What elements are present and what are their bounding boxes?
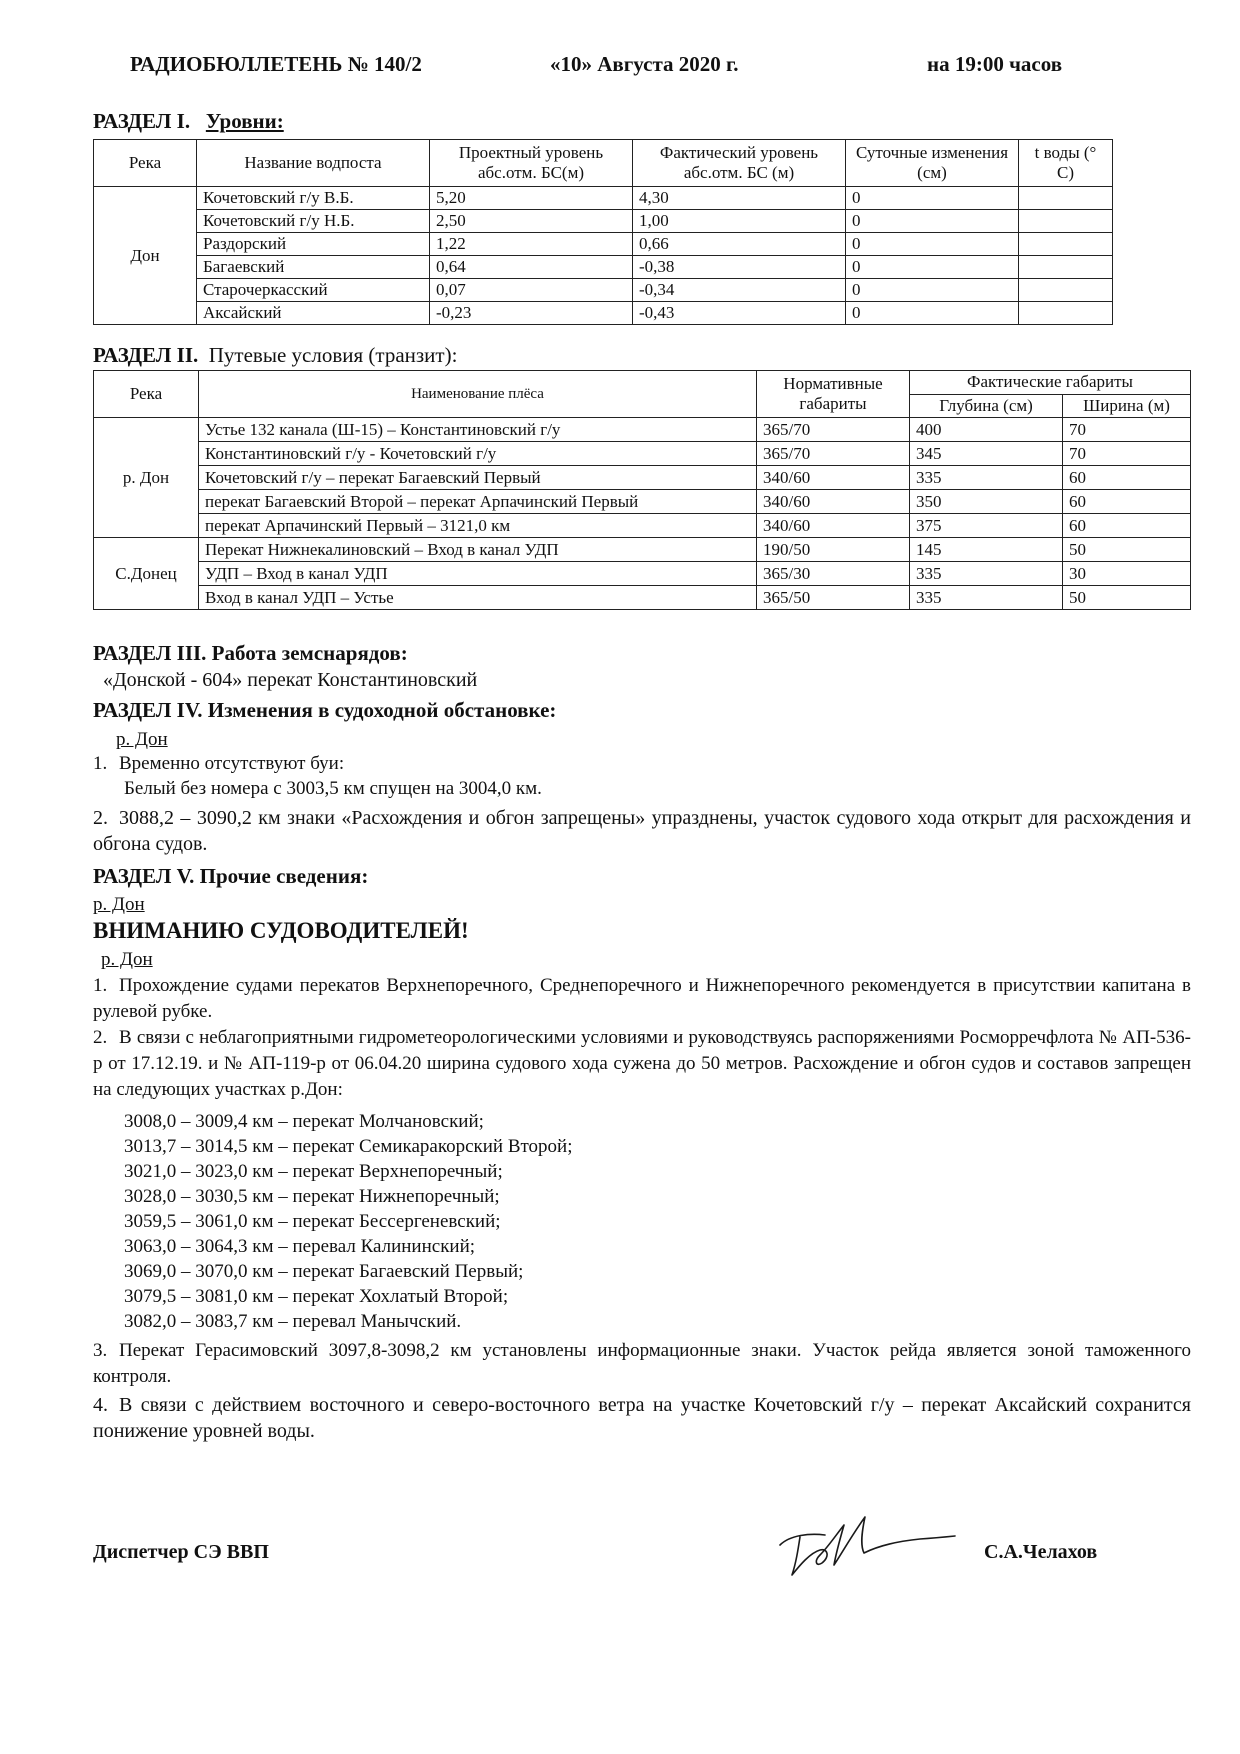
table-row bbox=[94, 466, 1191, 490]
norm-dimensions: 340/60 bbox=[757, 466, 910, 490]
item-number: 2. bbox=[93, 807, 108, 829]
levels-table bbox=[93, 139, 1113, 325]
dredger-info: «Донской - 604» перекат Константиновский bbox=[103, 669, 478, 691]
actual-width: 60 bbox=[1063, 466, 1191, 490]
item-text: В связи с действием восточного и северо-восточного ветра на участке Кочетовский г/у – перекат Аксайский сохранится понижение уровней воды. bbox=[93, 1394, 1191, 1442]
table-row bbox=[94, 514, 1191, 538]
norm-dimensions: 365/70 bbox=[757, 418, 910, 442]
actual-depth: 375 bbox=[910, 514, 1063, 538]
post-name: Кочетовский г/у В.Б. bbox=[197, 187, 430, 210]
col-width: Ширина (м) bbox=[1063, 394, 1191, 418]
table-row bbox=[94, 256, 1113, 279]
section4-item1-text: Белый без номера с 3003,5 км спущен на 3004,0 км. bbox=[124, 778, 542, 799]
project-level: -0,23 bbox=[430, 302, 633, 325]
table-row bbox=[94, 562, 1191, 586]
reach-name: Перекат Нижнекалиновский – Вход в канал УДП bbox=[199, 538, 757, 562]
table-row bbox=[94, 210, 1113, 233]
reach-name: Вход в канал УДП – Устье bbox=[199, 586, 757, 610]
post-name: Раздорский bbox=[197, 233, 430, 256]
col-actual-level: Фактический уровень абс.отм. БС (м) bbox=[633, 140, 846, 187]
actual-width: 60 bbox=[1063, 490, 1191, 514]
actual-width: 70 bbox=[1063, 418, 1191, 442]
attention-river: р. Дон bbox=[101, 949, 153, 970]
daily-change: 0 bbox=[846, 210, 1019, 233]
km-section: 3059,5 – 3061,0 км – перекат Бессергеневский; bbox=[124, 1211, 501, 1232]
actual-level: 4,30 bbox=[633, 187, 846, 210]
table-row bbox=[94, 233, 1113, 256]
reach-name: УДП – Вход в канал УДП bbox=[199, 562, 757, 586]
table-row bbox=[94, 187, 1113, 210]
table-row bbox=[94, 490, 1191, 514]
reach-name: перекат Багаевский Второй – перекат Арпачинский Первый bbox=[199, 490, 757, 514]
post-name: Багаевский bbox=[197, 256, 430, 279]
km-section: 3079,5 – 3081,0 км – перекат Хохлатый Второй; bbox=[124, 1286, 509, 1307]
signer-name: С.А.Челахов bbox=[984, 1541, 1098, 1563]
km-section: 3069,0 – 3070,0 км – перекат Багаевский Первый; bbox=[124, 1261, 524, 1282]
norm-dimensions: 365/30 bbox=[757, 562, 910, 586]
km-section: 3028,0 – 3030,5 км – перекат Нижнепоречный; bbox=[124, 1186, 500, 1207]
daily-change: 0 bbox=[846, 279, 1019, 302]
table-row bbox=[94, 586, 1191, 610]
actual-depth: 145 bbox=[910, 538, 1063, 562]
signer-role: Диспетчер СЭ ВВП bbox=[93, 1541, 269, 1563]
col-water-temp: t воды (° С) bbox=[1019, 140, 1113, 187]
river-cell: р. Дон bbox=[94, 418, 199, 538]
daily-change: 0 bbox=[846, 187, 1019, 210]
item-number: 2. bbox=[93, 1027, 108, 1048]
section1-heading bbox=[93, 109, 284, 134]
project-level: 1,22 bbox=[430, 233, 633, 256]
km-section: 3008,0 – 3009,4 км – перекат Молчановский; bbox=[124, 1111, 484, 1132]
bulletin-date: «10» Августа 2020 г. bbox=[550, 52, 739, 76]
col-post-name: Название водпоста bbox=[197, 140, 430, 187]
actual-depth: 400 bbox=[910, 418, 1063, 442]
post-name: Старочеркасский bbox=[197, 279, 430, 302]
col-river: Река bbox=[94, 371, 199, 418]
water-temp bbox=[1019, 233, 1113, 256]
section5-heading-text: РАЗДЕЛ V. Прочие сведения: bbox=[93, 864, 369, 888]
river-cell: Дон bbox=[94, 187, 197, 325]
actual-depth: 335 bbox=[910, 562, 1063, 586]
water-temp bbox=[1019, 187, 1113, 210]
daily-change: 0 bbox=[846, 233, 1019, 256]
col-river: Река bbox=[94, 140, 197, 187]
actual-depth: 345 bbox=[910, 442, 1063, 466]
item-text: В связи с неблагоприятными гидрометеорологическими условиями и руководствуясь распоряжениями Росморречфлота № АП-536-р от 17.12.19. и № АП-119-р от 06.04.20 ширина судового хода сужена до 50 метров. Расхождение и обгон судов и составов запрещен на следующих участках р.Дон: bbox=[93, 1027, 1191, 1100]
col-norm: Нормативные габариты bbox=[757, 371, 910, 418]
section1-heading-num: РАЗДЕЛ I. bbox=[93, 109, 191, 133]
col-daily-change: Суточные изменения (см) bbox=[846, 140, 1019, 187]
section4-heading-text: РАЗДЕЛ IV. Изменения в судоходной обстановке: bbox=[93, 698, 557, 722]
section2-heading-text: Путевые условия (транзит): bbox=[208, 343, 458, 367]
actual-width: 50 bbox=[1063, 586, 1191, 610]
actual-width: 60 bbox=[1063, 514, 1191, 538]
reach-name: перекат Арпачинский Первый – 3121,0 км bbox=[199, 514, 757, 538]
section2-heading bbox=[93, 343, 457, 368]
section4-item1-title bbox=[93, 753, 344, 775]
water-temp bbox=[1019, 256, 1113, 279]
item-title: Временно отсутствуют буи: bbox=[119, 753, 345, 774]
daily-change: 0 bbox=[846, 256, 1019, 279]
col-project-level: Проектный уровень абс.отм. БС(м) bbox=[430, 140, 633, 187]
table-row bbox=[94, 279, 1113, 302]
item-number: 3. bbox=[93, 1340, 108, 1361]
norm-dimensions: 340/60 bbox=[757, 514, 910, 538]
section5-heading bbox=[93, 864, 368, 889]
attention-heading bbox=[93, 918, 469, 944]
section1-heading-text: Уровни: bbox=[205, 109, 284, 133]
actual-level: 1,00 bbox=[633, 210, 846, 233]
actual-width: 50 bbox=[1063, 538, 1191, 562]
water-temp bbox=[1019, 279, 1113, 302]
section3-heading bbox=[93, 641, 408, 666]
item-number: 4. bbox=[93, 1394, 108, 1416]
col-depth: Глубина (см) bbox=[910, 394, 1063, 418]
actual-depth: 335 bbox=[910, 586, 1063, 610]
water-temp bbox=[1019, 210, 1113, 233]
table-row bbox=[94, 302, 1113, 325]
norm-dimensions: 190/50 bbox=[757, 538, 910, 562]
actual-level: -0,34 bbox=[633, 279, 846, 302]
table-row bbox=[94, 538, 1191, 562]
item-number: 1. bbox=[93, 753, 108, 774]
project-level: 0,64 bbox=[430, 256, 633, 279]
col-actual-dimensions: Фактические габариты bbox=[910, 371, 1191, 395]
bulletin-time: на 19:00 часов bbox=[927, 52, 1063, 76]
table-row bbox=[94, 418, 1191, 442]
actual-depth: 335 bbox=[910, 466, 1063, 490]
project-level: 5,20 bbox=[430, 187, 633, 210]
section3-heading-text: РАЗДЕЛ III. Работа земснарядов: bbox=[93, 641, 408, 665]
norm-dimensions: 365/50 bbox=[757, 586, 910, 610]
bulletin-title: РАДИОБЮЛЛЕТЕНЬ № 140/2 bbox=[130, 52, 422, 76]
km-section: 3063,0 – 3064,3 км – перевал Калининский; bbox=[124, 1236, 476, 1257]
project-level: 0,07 bbox=[430, 279, 633, 302]
actual-level: -0,38 bbox=[633, 256, 846, 279]
item-text: Перекат Герасимовский 3097,8-3098,2 км установлены информационные знаки. Участок рейда является зоной таможенного контроля. bbox=[93, 1340, 1191, 1387]
km-section: 3013,7 – 3014,5 км – перекат Семикаракорский Второй; bbox=[124, 1136, 573, 1157]
route-header-row bbox=[94, 371, 1191, 395]
levels-header-row bbox=[94, 140, 1113, 187]
actual-width: 70 bbox=[1063, 442, 1191, 466]
route-conditions-table bbox=[93, 370, 1191, 610]
section5-river: р. Дон bbox=[93, 894, 145, 915]
post-name: Кочетовский г/у Н.Б. bbox=[197, 210, 430, 233]
norm-dimensions: 365/70 bbox=[757, 442, 910, 466]
project-level: 2,50 bbox=[430, 210, 633, 233]
item-text: Прохождение судами перекатов Верхнепоречного, Среднепоречного и Нижнепоречного рекомендуется в присутствии капитана в рулевой рубке. bbox=[93, 975, 1191, 1022]
col-reach: Наименование плёса bbox=[199, 371, 757, 418]
actual-width: 30 bbox=[1063, 562, 1191, 586]
section4-river: р. Дон bbox=[116, 729, 168, 750]
table-row bbox=[94, 442, 1191, 466]
km-section: 3021,0 – 3023,0 км – перекат Верхнепоречный; bbox=[124, 1161, 503, 1182]
bulletin-header bbox=[130, 52, 1130, 82]
attention-heading-text: ВНИМАНИЮ СУДОВОДИТЕЛЕЙ! bbox=[93, 918, 469, 943]
daily-change: 0 bbox=[846, 302, 1019, 325]
reach-name: Устье 132 канала (Ш-15) – Константиновский г/у bbox=[199, 418, 757, 442]
norm-dimensions: 340/60 bbox=[757, 490, 910, 514]
attention-item4 bbox=[93, 1392, 1191, 1444]
item-number: 1. bbox=[93, 975, 108, 996]
water-temp bbox=[1019, 302, 1113, 325]
attention-item2 bbox=[93, 1025, 1191, 1103]
reach-name: Константиновский г/у - Кочетовский г/у bbox=[199, 442, 757, 466]
km-section: 3082,0 – 3083,7 км – перевал Манычский. bbox=[124, 1311, 462, 1332]
section4-heading bbox=[93, 698, 556, 723]
actual-depth: 350 bbox=[910, 490, 1063, 514]
reach-name: Кочетовский г/у – перекат Багаевский Первый bbox=[199, 466, 757, 490]
river-cell: С.Донец bbox=[94, 538, 199, 610]
item-text: 3088,2 – 3090,2 км знаки «Расхождения и обгон запрещены» упразднены, участок судового хода открыт для расхождения и обгона судов. bbox=[93, 807, 1191, 855]
attention-item3 bbox=[93, 1338, 1191, 1390]
actual-level: -0,43 bbox=[633, 302, 846, 325]
handwritten-signature bbox=[770, 1505, 960, 1585]
section4-item2 bbox=[93, 805, 1191, 857]
post-name: Аксайский bbox=[197, 302, 430, 325]
actual-level: 0,66 bbox=[633, 233, 846, 256]
section2-heading-num: РАЗДЕЛ II. bbox=[93, 343, 199, 367]
attention-item1 bbox=[93, 973, 1191, 1025]
